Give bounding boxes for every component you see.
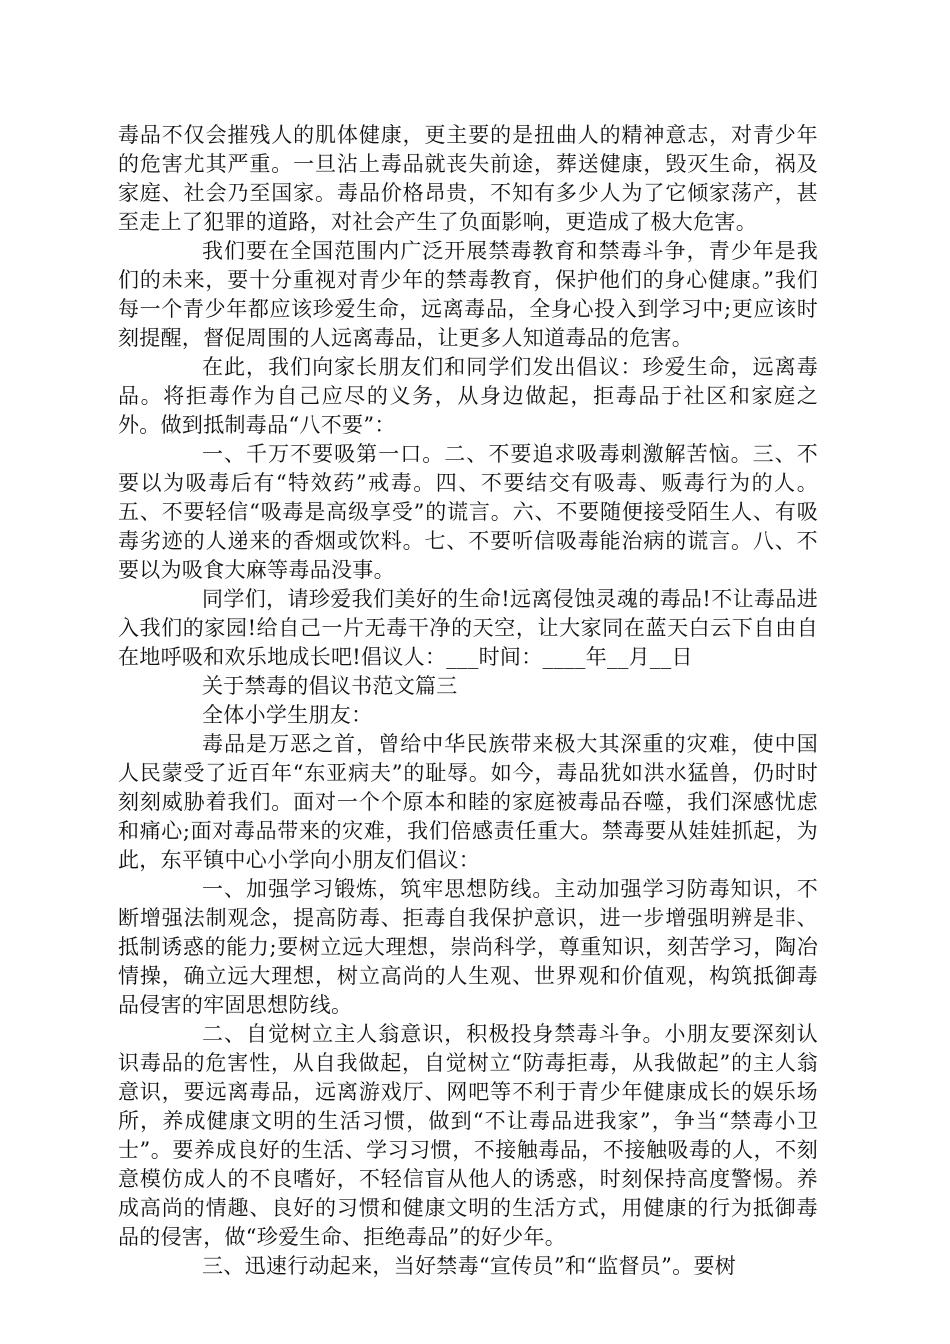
- paragraph-drug-harm: 毒品不仅会摧残人的肌体健康，更主要的是扭曲人的精神意志，对青少年的危害尤其严重。一旦沾上毒品就丧失前途，葬送健康，毁灭生命，祸及家庭、社会乃至国家。毒品价格昂贵，不知有多少人为了它倾家荡产，甚至走上了犯罪的道路，对社会产生了负面影响，更造成了极大危害。: [118, 123, 818, 234]
- section-heading: 关于禁毒的倡议书范文篇三: [202, 674, 458, 698]
- paragraph-drugs-evil: 毒品是万恶之首，曾给中华民族带来极大其深重的灾难，使中国人民蒙受了近百年“东亚病夫”的耻辱。如今，毒品犹如洪水猛兽，仍时时刻刻威胁着我们。面对一个个原本和睦的家庭被毒品吞噬，我们深感忧虑和痛心;面对毒品带来的灾难，我们倍感责任重大。禁毒要从娃娃抓起，为此，东平镇中心小学向小朋友们倡议：: [118, 732, 818, 872]
- paragraph-point-three: 三、迅速行动起来，当好禁毒“宣传员”和“监督员”。要树: [202, 1254, 737, 1278]
- paragraph-point-one: 一、加强学习锻炼，筑牢思想防线。主动加强学习防毒知识，不断增强法制观念，提高防毒、拒毒自我保护意识，进一步增强明辨是非、抵制诱惑的能力;要树立远大理想，崇尚科学，尊重知识，刻苦学习，陶冶情操，确立远大理想，树立高尚的人生观、世界观和价值观，构筑抵御毒品侵害的牢固思想防线。: [118, 877, 818, 1017]
- paragraph-point-two: 二、自觉树立主人翁意识，积极投身禁毒斗争。小朋友要深刻认识毒品的危害性，从自我做起，自觉树立“防毒拒毒，从我做起”的主人翁意识，要远离毒品，远离游戏厅、网吧等不利于青少年健康成长的娱乐场所，养成健康文明的生活习惯，做到“不让毒品进我家”，争当“禁毒小卫士”。要养成良好的生活、学习习惯，不接触毒品，不接触吸毒的人，不刻意模仿成人的不良嗜好，不轻信盲从他人的诱惑，时刻保持高度警惕。养成高尚的情趣、良好的习惯和健康文明的生活方式，用健康的行为抵御毒品的侵害，做“珍爱生命、拒绝毒品”的好少年。: [118, 1022, 818, 1249]
- paragraph-proposal-intro: 在此，我们向家长朋友们和同学们发出倡议：珍爱生命，远离毒品。将拒毒作为自己应尽的义务，从身边做起，拒毒品于社区和家庭之外。做到抵制毒品“八不要”：: [118, 355, 818, 437]
- document-body: [118, 121, 818, 1281]
- paragraph-closing-appeal: 同学们，请珍爱我们美好的生命!远离侵蚀灵魂的毒品!不让毒品进入我们的家园!给自己一片无毒干净的天空，让大家同在蓝天白云下自由自在地呼吸和欢乐地成长吧!倡议人：___时间：____年__月__日: [118, 587, 818, 669]
- salutation: 全体小学生朋友：: [202, 703, 373, 727]
- paragraph-nationwide-education: 我们要在全国范围内广泛开展禁毒教育和禁毒斗争，青少年是我们的未来，要十分重视对青少年的禁毒教育，保护他们的身心健康。”我们每一个青少年都应该珍爱生命，远离毒品，全身心投入到学习中;更应该时刻提醒，督促周围的人远离毒品，让更多人知道毒品的危害。: [118, 239, 818, 350]
- paragraph-eight-donts: 一、千万不要吸第一口。二、不要追求吸毒刺激解苦恼。三、不要以为吸毒后有“特效药”戒毒。四、不要结交有吸毒、贩毒行为的人。五、不要轻信“吸毒是高级享受”的谎言。六、不要随便接受陌生人、有吸毒劣迹的人递来的香烟或饮料。七、不要听信吸毒能治病的谎言。八、不要以为吸食大麻等毒品没事。: [118, 442, 818, 582]
